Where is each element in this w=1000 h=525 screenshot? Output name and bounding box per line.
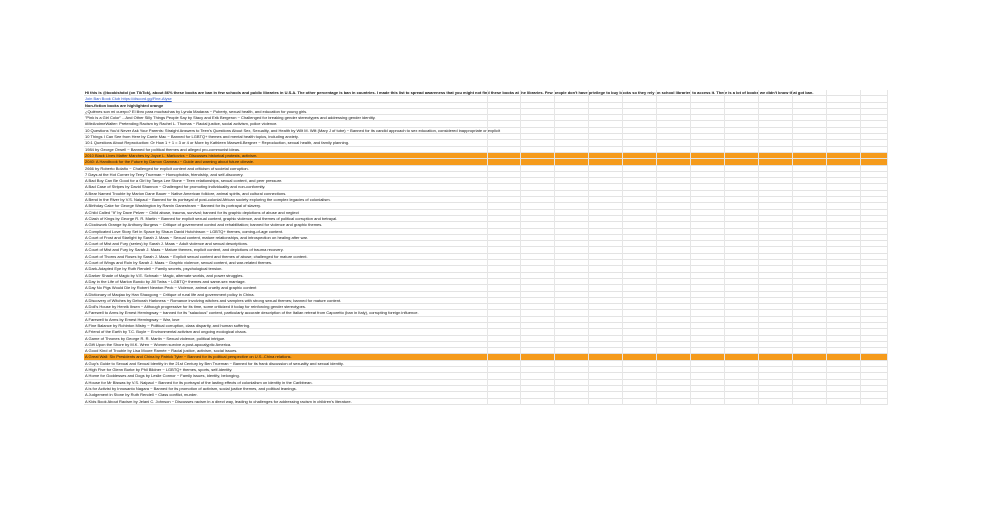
book-entry[interactable]: A Game of Thrones by George R. R. Martin ~ Sexual violence, political intrigue. — [85, 335, 226, 341]
book-entry[interactable]: A Guy's Guide to Sexual and Sexual Identity in the 21st Century by Ben Trueman ~ Banned for its frank discussion of sexuality and sexual identity. — [85, 360, 344, 366]
book-entry[interactable]: A Birthday Cake for George Washington by Ramin Ganeshram ~ Banned for its portrayal of slavery. — [85, 203, 261, 209]
book-entry[interactable]: A House for Mr Biswas by V.S. Naipaul ~ Banned for its portrayal of the lasting effects of colonialism on identity in the Caribbean. — [85, 379, 313, 385]
book-entry[interactable]: A Clash of Kings by George R. R. Martin ~ Banned for explicit sexual content, graphic violence, and themes of political corruption and betrayal. — [85, 215, 338, 221]
book-entry[interactable]: A Bad Case of Stripes by David Shannon ~ Challenged for promoting individuality and non-conformity. — [85, 184, 266, 190]
book-entry[interactable]: A Great Wall: Six Presidents and China by Patrick Tyler ~ Banned for its political perspective on U.S.-China relations. — [85, 354, 292, 360]
book-entry[interactable]: A Farewell to Arms by Ernest Hemingway ~ War, love — [85, 316, 180, 322]
discord-link[interactable]: Join Ban Book Club https://discord.gg/Fine-Alyse — [85, 96, 172, 102]
column-gridline — [487, 90, 488, 405]
book-entry[interactable]: 10:1 Questions About Reproduction: Or How 1 + 1 = 3 or 4 or More by Kathleen Maxwell-Bergner ~ Reproduction, sexual health, and family planning. — [85, 140, 350, 146]
book-entry[interactable]: A Child Called "It" by Dave Pelzer ~ Child abuse, trauma, survival; banned for its graphic depictions of abuse and neglect — [85, 209, 299, 215]
book-entry[interactable]: A Doll's House by Henrik Ibsen ~ Although progressive for its time, some criticized it today for reinforcing gender stereotypes. — [85, 304, 306, 310]
book-entry[interactable]: A Bad Boy Can Be Good for a Girl by Tanya Lee Stone ~ Teen relationships, sexual content, and peer pressure. — [85, 178, 283, 184]
book-entry[interactable]: A Clockwork Orange by Anthony Burgess ~ Critique of government control and rehabilitation; banned for violence and graphic themes. — [85, 222, 323, 228]
book-entry[interactable]: A Good Kind of Trouble by Lisa Moore Ramée ~ Racial justice, activism, social issues. — [85, 348, 238, 354]
column-gridline — [690, 90, 691, 405]
book-entry[interactable]: A Fine Balance by Rohinton Mistry ~ Political corruption, class disparity, and human suffering. — [85, 322, 251, 328]
column-gridline — [792, 90, 793, 405]
column-gridline — [554, 90, 555, 405]
table-row[interactable] — [84, 399, 887, 405]
book-entry[interactable]: ¿Quiénes son mi cuerpo? El libro para muchachas by Lynda Madaras ~ Puberty, sexual health, and education for young girls. — [85, 108, 308, 114]
spreadsheet — [84, 90, 887, 405]
book-entry[interactable]: A Discovery of Witches by Deborah Harkness ~ Romance involving witches and vampires with strong sexual themes; banned for mature content. — [85, 297, 342, 303]
book-entry[interactable]: A Bend in the River by V.S. Naipaul ~ Banned for its portrayal of post-colonial African society exploring the complex legacies of colonialism. — [85, 197, 331, 203]
column-gridline — [860, 90, 861, 405]
book-entry[interactable]: A Judgement in Stone by Ruth Rendell ~ Class conflict, murder. — [85, 392, 198, 398]
book-entry[interactable]: A Dictionary of Maqiao by Han Shaogong ~ Critique of rural life and government policy in China. — [85, 291, 255, 297]
column-gridline — [826, 90, 827, 405]
header-text[interactable]: Hi this is @bookishdol (on TikTok), about 86% these books are ban in few schools and public libraries in U.S.A. The other percentage is ban in countries. I made this list to spread awareness that you might not find these books at the libraries. Few people don't have privilege to buy books so they rely on school libraries to access it. There is a lot of books we didn't know that got ban. — [85, 90, 814, 95]
book-entry[interactable]: 10 Questions You'd Never Ask Your Parents: Straight Answers to Teen's Questions About Sex, Sexuality, and Health by Wilt M. Wilt (Mary J of tube) ~ Banned for its candid approach to sex education, considered inappropriate or explicit — [85, 127, 501, 133]
book-entry[interactable]: "Pink is a Girl Color" ...And Other Silly Things People Say by Stacy and Erik Bergeron ~ Challenged for breaking gender stereotypes and addressing gender identity. — [85, 115, 376, 121]
book-entry[interactable]: A Home for Goddesses and Dogs by Leslie Connor ~ Family issues, identity, belonging. — [85, 373, 240, 379]
book-entry[interactable]: 2040: A Handbook for the Future by Damon Gameau ~ Guide and warning about future climate. — [85, 159, 255, 165]
book-entry[interactable]: A Complicated Love Story Set in Space by Shaun David Hutchinson ~ LGBTQ+ themes, coming-of-age content. — [85, 228, 284, 234]
book-entry[interactable]: A Gift Upon the Shore by M.K. Wren ~ Women survive a post-apocalyptic America. — [85, 341, 232, 347]
note-text[interactable]: Non-fiction books are highlighted orange — [85, 102, 164, 108]
book-entry[interactable]: A Dark-Adapted Eye by Ruth Rendell ~ Family secrets, psychological tension. — [85, 266, 223, 272]
book-entry[interactable]: A Court of Frost and Starlight by Sarah J. Maas ~ Sexual content, mature relationships, and introspection on healing after war. — [85, 234, 308, 240]
book-entry[interactable]: 2666 by Roberto Bolaño ~ Challenged for explicit content and criticism of societal corruption. — [85, 165, 249, 171]
book-entry[interactable]: #MeAndmeWalter: Pretending Racism by Rachel L. Thomas ~ Racial justice, social activism, police violence. — [85, 121, 278, 127]
column-gridline — [758, 90, 759, 405]
book-entry[interactable]: A Bear Named Trouble by Marion Dane Bauer ~ Native American folklore, animal spirits, and cultural connections. — [85, 190, 287, 196]
column-gridline — [724, 90, 725, 405]
column-gridline — [656, 90, 657, 405]
book-entry[interactable]: A Court of Thorns and Roses by Sarah J. Maas ~ Explicit sexual content and themes of abuse; challenged for mature content. — [85, 253, 308, 259]
book-entry[interactable]: A Court of Mist and Fury by Sarah J. Maas ~ Mature themes, explicit content, and depictions of trauma recovery. — [85, 247, 284, 253]
book-entry[interactable]: A Day in the Life of Marlon Bundo by Jill Twiss ~ LGBTQ+ themes and same-sex marriage. — [85, 278, 246, 284]
book-entry[interactable]: A is for Activist by Innosanto Nagara ~ Banned for its promotion of activism, social justice themes, and political leanings. — [85, 385, 297, 391]
column-gridline — [520, 90, 521, 405]
book-entry[interactable]: A Day No Pigs Would Die by Robert Newton Peck ~ Violence, animal cruelty and graphic content — [85, 285, 257, 291]
column-gridline — [622, 90, 623, 405]
book-list — [84, 109, 887, 405]
column-gridline — [588, 90, 589, 405]
book-entry[interactable]: 1984 by George Orwell ~ Banned for political themes and alleged pro-communist ideas. — [85, 146, 241, 152]
book-entry[interactable]: A Darker Shade of Magic by V.E. Schwab ~ Magic, alternate worlds, and power struggles. — [85, 272, 244, 278]
book-entry[interactable]: A Kids Book About Racism by Jelani C. Johnson ~ Discusses racism in a direct way, leading to challenges for addressing racism in children's literature. — [85, 398, 352, 404]
book-entry[interactable]: 10 Things I Can See from Here by Carrie Mac ~ Banned for LGBTQ+ themes and mental health topics, including anxiety. — [85, 134, 299, 140]
book-entry[interactable]: 7 Days at the Hot Corner by Terry Trueman ~ Homophobia, friendship, and self-discovery. — [85, 171, 244, 177]
book-entry[interactable]: A Friend of the Earth by T.C. Boyle ~ Environmental activism and ongoing ecological chaos. — [85, 329, 247, 335]
book-entry[interactable]: A Farewell to Arms by Ernest Hemingway ~ banned for its "salacious" content, particularly accurate description of the Italian retreat from Caporetto (ban in Italy), corrupting foreign influence. — [85, 310, 419, 316]
book-entry[interactable]: A High Five for Glenn Burke by Phil Bildner ~ LGBTQ+ themes, sports, self-identity. — [85, 367, 233, 373]
book-entry[interactable]: A Court of Wings and Ruin by Sarah J. Maas ~ Graphic violence, sexual content, and war-related themes. — [85, 260, 273, 266]
book-entry[interactable]: A Court of Mist and Fury (series) by Sarah J. Maas ~ Adult violence and sexual descriptions. — [85, 241, 249, 247]
column-gridline — [887, 90, 888, 405]
book-entry[interactable]: 2010 Black Lives Matter Marches by Joyce L. Markovics ~ Discusses historical protests, activism. — [85, 152, 258, 158]
